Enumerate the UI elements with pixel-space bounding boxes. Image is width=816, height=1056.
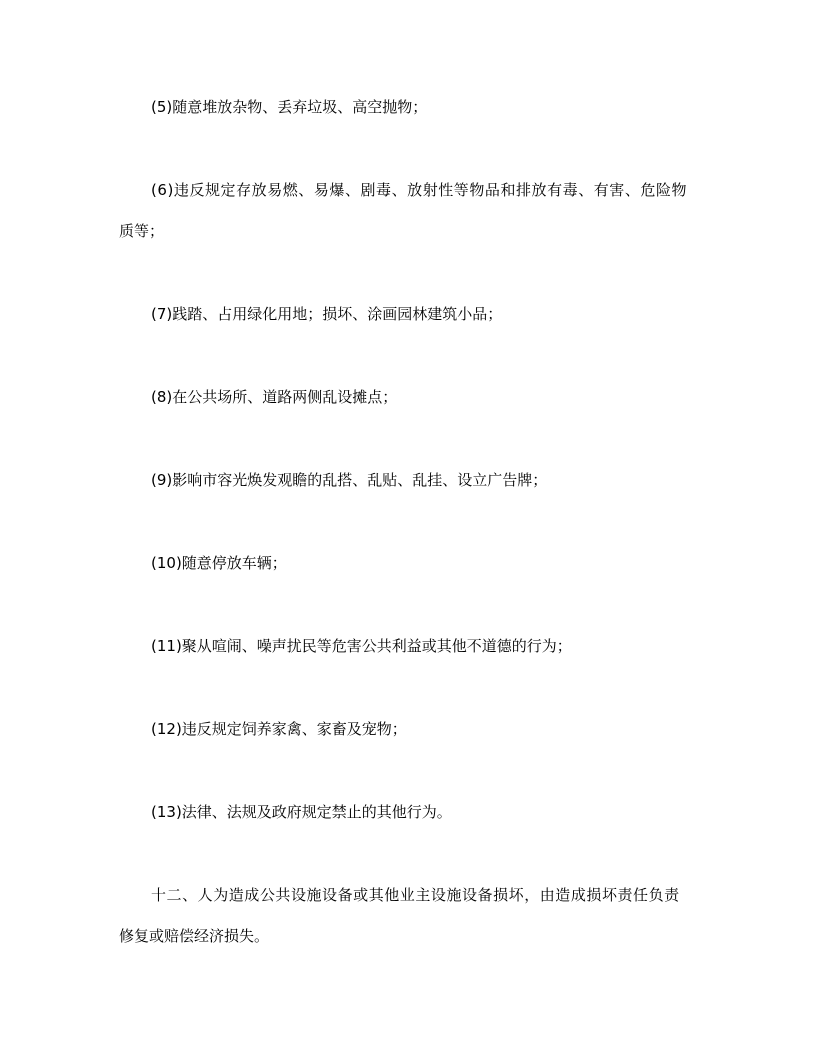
section-12-line-1: 十二、人为造成公共设施设备或其他业主设施设备损坏，由造成损坏责任负责 <box>151 886 680 904</box>
list-item-13: (13)法律、法规及政府规定禁止的其他行为。 <box>151 803 452 821</box>
section-12-line-2: 修复或赔偿经济损失。 <box>119 927 270 945</box>
list-item-8: (8)在公共场所、道路两侧乱设摊点； <box>151 388 398 406</box>
list-item-6-line-2: 质等； <box>119 222 165 240</box>
list-item-7: (7)践踏、占用绿化用地；损坏、涂画园林建筑小品； <box>151 305 503 323</box>
list-item-10: (10)随意停放车辆； <box>151 554 287 572</box>
list-item-11: (11)聚从喧闹、噪声扰民等危害公共利益或其他不道德的行为； <box>151 637 572 655</box>
list-item-9: (9)影响市容光焕发观瞻的乱搭、乱贴、乱挂、设立广告牌； <box>151 471 548 489</box>
list-item-5: (5)随意堆放杂物、丢弃垃圾、高空抛物； <box>151 98 428 116</box>
list-item-6-line-1: (6)违反规定存放易燃、易爆、剧毒、放射性等物品和排放有毒、有害、危险物 <box>151 181 688 199</box>
list-item-12: (12)违反规定饲养家禽、家畜及宠物； <box>151 720 407 738</box>
